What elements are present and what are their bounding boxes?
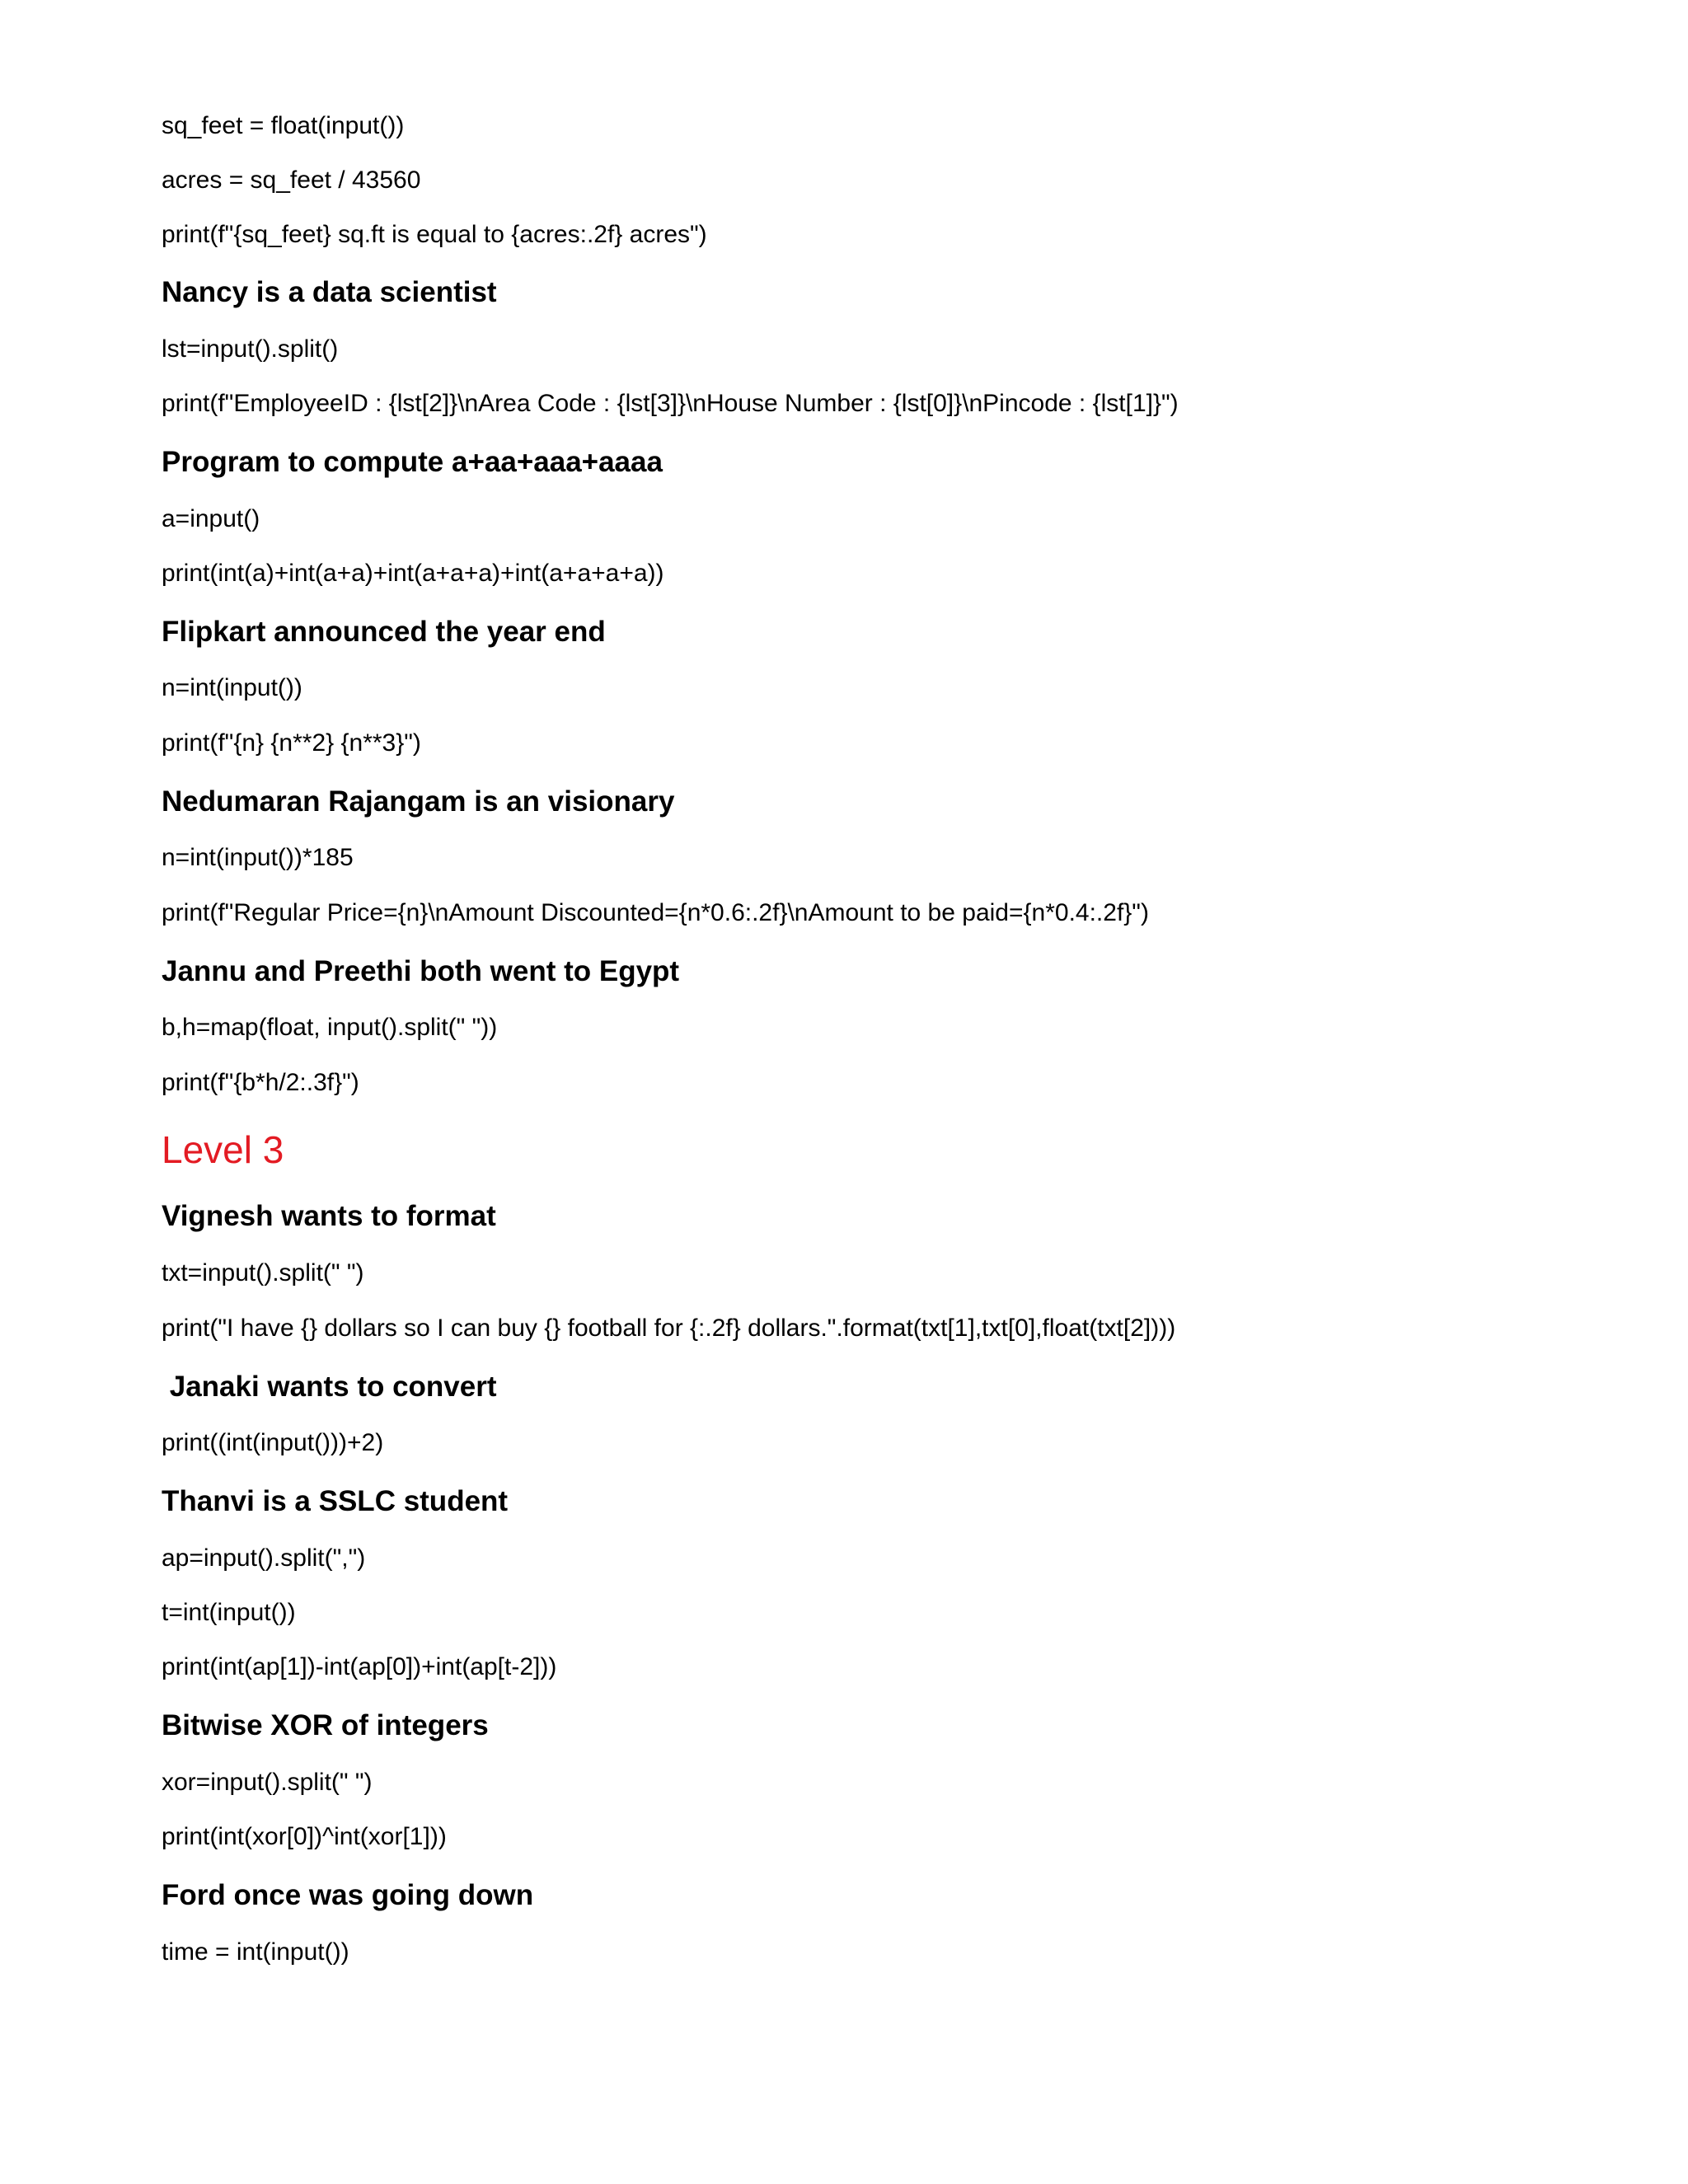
code-line: a=input() [162, 505, 260, 532]
code-line: print("I have {} dollars so I can buy {} football for {:.2f} dollars.".format(txt[1],txt[0],float(txt[2]))) [162, 1315, 1176, 1342]
section-heading: Flipkart announced the year end [162, 616, 606, 648]
code-line: acres = sq_feet / 43560 [162, 166, 421, 194]
section-heading: Bitwise XOR of integers [162, 1709, 489, 1741]
code-line: print(int(ap[1])-int(ap[0])+int(ap[t-2])) [162, 1653, 557, 1680]
code-line: print((int(input()))+2) [162, 1429, 384, 1456]
code-line: sq_feet = float(input()) [162, 112, 405, 139]
code-line: txt=input().split(" ") [162, 1259, 364, 1286]
code-line: ap=input().split(",") [162, 1544, 366, 1572]
code-line: print(int(xor[0])^int(xor[1])) [162, 1823, 447, 1850]
section-heading: Nedumaran Rajangam is an visionary [162, 785, 675, 818]
section-heading: Janaki wants to convert [162, 1371, 497, 1403]
code-line: n=int(input())*185 [162, 844, 354, 871]
code-line: n=int(input()) [162, 674, 302, 701]
section-heading: Vignesh wants to format [162, 1200, 496, 1232]
section-heading: Ford once was going down [162, 1879, 534, 1911]
code-line: print(f"EmployeeID : {lst[2]}\nArea Code : {lst[3]}\nHouse Number : {lst[0]}\nPincode : {lst[1]}") [162, 390, 1179, 417]
code-line: print(f"{n} {n**2} {n**3}") [162, 729, 421, 757]
code-line: time = int(input()) [162, 1938, 349, 1966]
section-heading: Nancy is a data scientist [162, 276, 497, 308]
code-line: print(f"{sq_feet} sq.ft is equal to {acres:.2f} acres") [162, 221, 707, 248]
code-line: xor=input().split(" ") [162, 1769, 373, 1796]
section-heading: Program to compute a+aa+aaa+aaaa [162, 446, 663, 478]
code-line: lst=input().split() [162, 335, 339, 363]
code-line: print(f"{b*h/2:.3f}") [162, 1069, 359, 1096]
level-heading: Level 3 [162, 1128, 284, 1171]
section-heading: Thanvi is a SSLC student [162, 1485, 509, 1517]
section-heading: Jannu and Preethi both went to Egypt [162, 955, 680, 987]
code-line: print(int(a)+int(a+a)+int(a+a+a)+int(a+a+a+a)) [162, 560, 664, 587]
code-line: b,h=map(float, input().split(" ")) [162, 1014, 498, 1041]
code-line: t=int(input()) [162, 1599, 296, 1626]
code-line: print(f"Regular Price={n}\nAmount Discounted={n*0.6:.2f}\nAmount to be paid={n*0.4:.2f}") [162, 899, 1149, 926]
